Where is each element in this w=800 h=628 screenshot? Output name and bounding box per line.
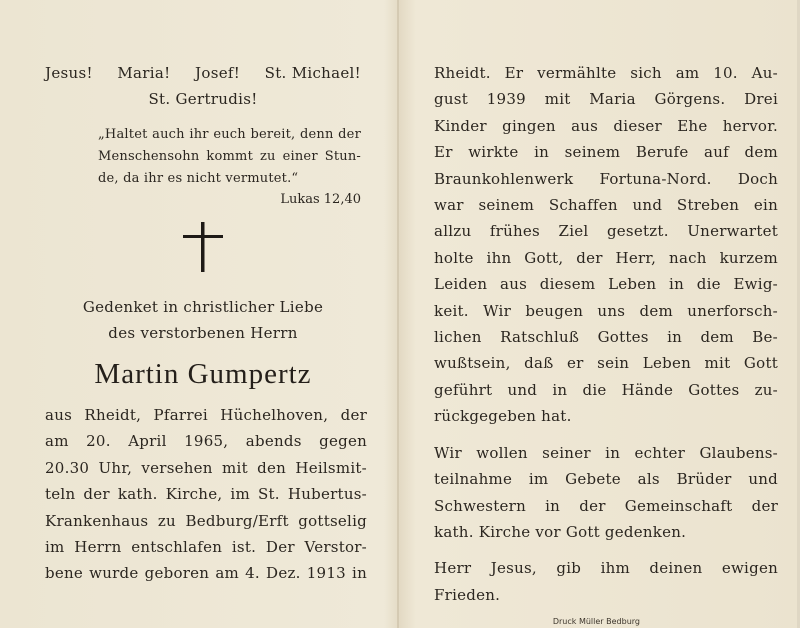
body-line: Wir wollen seiner in echter Glaubens- [434,443,778,462]
paragraph-gap [434,545,778,555]
body-line: Frieden. [434,585,501,604]
quote-reference: Lukas 12,40 [280,192,361,207]
body-line: wußtsein, daß er sein Leben mit Gott [434,354,778,373]
body-line: lichen Ratschluß Gottes in dem Be- [434,328,778,347]
body-line: Braunkohlenwerk Fortuna-Nord. Doch [434,169,778,188]
body-line: Herr Jesus, gib ihm deinen ewigen [434,559,778,578]
left-body-text [45,402,367,587]
body-line: bene wurde geboren am 4. Dez. 1913 in [45,564,367,583]
bible-quote [98,124,361,190]
deceased-name: Martin Gumpertz [94,358,312,390]
body-line: Rheidt. Er vermählte sich am 10. Au- [434,64,778,82]
remembrance-line-1: Gedenket in christlicher Liebe [82,298,324,316]
quote-line: de, da ihr es nicht vermutet.“ [98,171,299,186]
invocation-josef: Josef! [195,64,241,82]
body-line: aus Rheidt, Pfarrei Hüchelhoven, der [45,406,367,424]
cross-container [45,222,361,278]
body-line: keit. Wir beugen uns dem unerforsch- [434,301,778,320]
body-line: rückgegeben hat. [434,407,572,426]
right-panel [434,60,778,608]
body-line: Krankenhaus zu Bedburg/Erft gottselig [45,511,367,530]
invocation-line [45,60,361,86]
paragraph-gap [434,430,778,440]
right-paragraph-1 [434,60,778,430]
body-line: war seinem Schaffen und Streben ein [434,196,778,215]
invocation-gertrudis: St. Gertrudis! [148,90,258,108]
remembrance-line-2: des verstorbenen Herrn [108,324,298,342]
printer-imprint: Druck Müller Bedburg [552,617,640,626]
left-panel [45,60,367,587]
body-line: Er wirkte in seinem Berufe auf dem [434,143,778,162]
body-line: im Herrn entschlafen ist. Der Verstor- [45,538,367,557]
invocation-michael: St. Michael! [264,64,361,82]
body-line: Kinder gingen aus dieser Ehe hervor. [434,116,778,135]
right-paragraph-3 [434,555,778,608]
body-line: teilnahme im Gebete als Brüder und [434,470,778,489]
body-line: teln der kath. Kirche, im St. Hubertus- [45,485,367,504]
body-line: kath. Kirche vor Gott gedenken. [434,522,687,541]
body-line: Schwestern in der Gemeinschaft der [434,496,778,515]
remembrance-text [45,294,361,346]
cross-icon [183,222,223,272]
body-line: allzu frühes Ziel gesetzt. Unerwartet [434,222,778,241]
invocation-jesus: Jesus! [45,64,93,82]
body-line: holte ihn Gott, der Herr, nach kurzem [434,248,778,267]
body-line: geführt und in die Hände Gottes zu- [434,380,778,399]
body-line: gust 1939 mit Maria Görgens. Drei [434,90,778,109]
invocation-maria: Maria! [117,64,171,82]
right-paragraph-2 [434,440,778,546]
quote-line: Menschensohn kommt zu einer Stun- [98,149,361,164]
card-fold [397,0,399,628]
quote-line: „Haltet auch ihr euch bereit, denn der [98,127,361,142]
body-line: am 20. April 1965, abends gegen [45,432,367,451]
body-line: Leiden aus diesem Leben in die Ewig- [434,275,778,294]
body-line: 20.30 Uhr, versehen mit den Heilsmit- [45,458,367,477]
